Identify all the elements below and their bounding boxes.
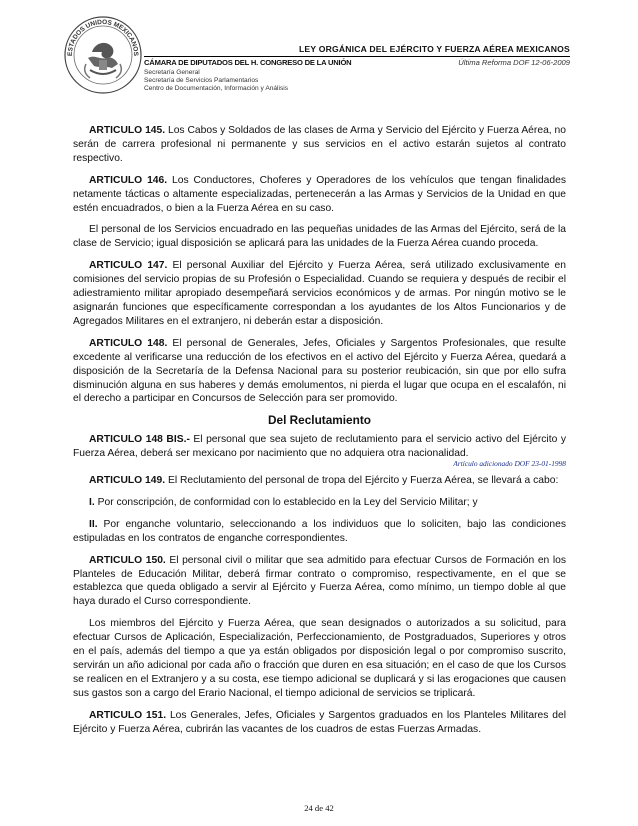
- article-label: ARTICULO 149.: [89, 475, 166, 487]
- article-148-bis: [73, 433, 566, 468]
- article-text: El personal Auxiliar del Ejército y Fuerza Aérea, será utilizado exclusivamente en comisiones del servicio propias de su Profesión o Especialidad. Cuando se requiera y después de recibir el adiestramiento militar apropiado desempeñará servicios económicos y de armas. Por ningún motivo se le asignarán funciones que específicamente correspondan a los ayudantes de los Altos Funcionarios y de Agregados Militares en el extranjero, ni deberán estar a disposición.: [73, 260, 566, 327]
- svg-text:ESTADOS UNIDOS MEXICANOS: ESTADOS UNIDOS MEXICANOS: [66, 18, 140, 57]
- article-149: [73, 474, 566, 488]
- article-text: Los Generales, Jefes, Oficiales y Sargentos graduados en los Planteles Militares del Ejército y Fuerza Aérea, cubrirán las vacantes de los cuadros de estas Fuerzas Armadas.: [73, 709, 566, 735]
- article-145: [73, 124, 566, 166]
- article-149-fraction-1: [73, 496, 566, 510]
- article-label: ARTICULO 148 BIS.-: [89, 434, 190, 446]
- article-text: El personal de Generales, Jefes, Oficiales y Sargentos Profesionales, que resulte excedente al verificarse una reducción de los efectivos en el activo del Ejército y Fuerza Aérea, quedará a disposición de la Secretaría de la Defensa Nacional para su posterior reubicación, sin que por ello sufra disminución alguna en sus haberes y demás emolumentos, ni pierda el lugar que ocupa en el escalafón, ni el derecho a participar en Concursos de Selección para ser promovido.: [73, 337, 566, 405]
- amendment-note: Artículo adicionado DOF 23-01-1998: [453, 459, 566, 469]
- article-label: ARTICULO 151.: [89, 709, 167, 721]
- fraction-label: II.: [89, 518, 98, 530]
- page-header: [0, 0, 638, 110]
- article-text: El personal que sea sujeto de reclutamiento para el servicio activo del Ejército y Fuerza Aérea, deberá ser mexicano por nacimiento que no adquiera otra nacionalidad.: [73, 434, 566, 460]
- article-146-paragraph-2: [73, 223, 566, 251]
- national-seal-logo: [62, 14, 144, 96]
- article-label: ARTICULO 145.: [89, 125, 166, 136]
- header-line-servicios: Secretaría de Servicios Parlamentarios: [144, 77, 259, 84]
- page-number: 24 de 42: [304, 803, 334, 813]
- section-title: Del Reclutamiento: [268, 413, 371, 428]
- article-text: Los Cabos y Soldados de las clases de Arma y Servicio del Ejército y Fuerza Aérea, no serán de carrera profesional ni permanente y sus servicios en el activo estarán sujetos al contrato respectivo.: [73, 125, 566, 164]
- article-text: El personal civil o militar que sea admitido para efectuar Cursos de Formación en los Planteles de Educación Militar, deberá firmar contrato o compromiso, respectivamente, en el que se establezca que queda obligado a servir al Ejército y Fuerza Aérea, como mínimo, un tiempo doble al que haya durado el Curso correspondiente.: [73, 554, 566, 608]
- article-label: ARTICULO 150.: [89, 554, 166, 566]
- article-text: Por enganche voluntario, seleccionando a los individuos que lo soliciten, bajo las condiciones estipuladas en los contratos de enganche correspondientes.: [73, 518, 566, 544]
- header-rule: [144, 56, 570, 57]
- article-label: ARTICULO 146.: [89, 174, 168, 186]
- article-150-paragraph-2: [73, 617, 566, 700]
- law-title: LEY ORGÁNICA DEL EJÉRCITO Y FUERZA AÉREA MEXICANOS: [298, 44, 570, 54]
- article-150: [73, 554, 566, 610]
- article-148: [73, 337, 566, 407]
- fraction-label: I.: [89, 496, 95, 508]
- chamber-name: CÁMARA DE DIPUTADOS DEL H. CONGRESO DE LA UNIÓN: [144, 58, 352, 67]
- article-146: [73, 174, 566, 216]
- last-reform-date: Última Reforma DOF 12-06-2009: [458, 58, 570, 67]
- article-text: Los Conductores, Choferes y Operadores de los vehículos que tengan finalidades netamente tácticas o altamente especializadas, pertenecerán a las Armas y Servicios de la Unidad en que estén encuadrados, o bien a la Fuerza Aérea en su caso.: [73, 174, 566, 214]
- article-text: El Reclutamiento del personal de tropa del Ejército y Fuerza Aérea, se llevará a cabo:: [165, 475, 559, 487]
- header-line-secretaria: Secretaría General: [144, 69, 200, 76]
- article-147: [73, 259, 566, 329]
- article-text: Por conscripción, de conformidad con lo establecido en la Ley del Servicio Militar; y: [94, 496, 478, 508]
- article-label: ARTICULO 147.: [89, 260, 168, 272]
- article-149-fraction-2: [73, 518, 566, 546]
- article-text: El personal de los Servicios encuadrado en las pequeñas unidades de las Armas del Ejército, será de la clase de Servicio; igual disposición se aplicará para las unidades de la Fuerza Aérea cuando proceda.: [73, 224, 566, 250]
- header-line-centro: Centro de Documentación, Información y Análisis: [144, 85, 289, 92]
- article-text: Los miembros del Ejército y Fuerza Aérea, que sean designados o autorizados a su solicitud, para efectuar Cursos de Aplicación, Especialización, Perfeccionamiento, de Postgraduados, Superiores y otros en el país, además del tiempo a que ya están obligados por disposición legal o por compromiso suscrito, servirán un año adicional por cada año o fracción que duren en esa situación; en el caso de que los Cursos se realicen en el Extranjero y a su costa, ese tiempo adicional se duplicará y si las erogaciones que causen sus gastos son a cargo del Erario Nacional, el tiempo adicional de servicios se triplicará.: [73, 618, 566, 699]
- document-body: [73, 124, 566, 745]
- article-151: [73, 709, 566, 737]
- article-label: ARTICULO 148.: [89, 337, 168, 349]
